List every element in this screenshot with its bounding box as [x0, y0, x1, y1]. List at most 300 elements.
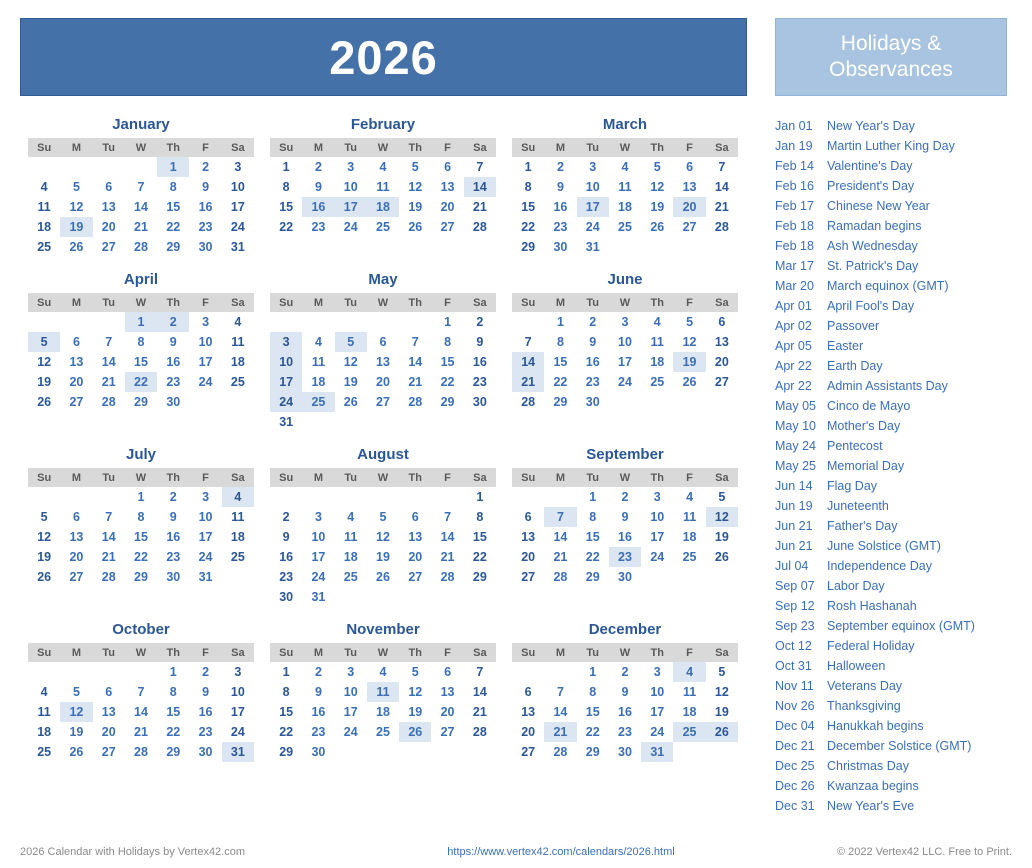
day-cell[interactable]: 25	[230, 550, 245, 564]
day-cell[interactable]: 29	[472, 570, 487, 584]
day-cell[interactable]: 10	[198, 510, 213, 524]
day-cell[interactable]: 24	[650, 550, 665, 564]
day-cell[interactable]: 17	[650, 705, 665, 719]
day-cell[interactable]: 23	[311, 725, 326, 739]
day-cell[interactable]: 24	[230, 220, 245, 234]
day-cell[interactable]: 11	[344, 530, 358, 544]
day-cell[interactable]: 12	[37, 355, 52, 369]
day-cell[interactable]: 6	[444, 160, 452, 174]
day-cell[interactable]: 23	[166, 550, 181, 564]
day-cell[interactable]: 4	[379, 160, 387, 174]
day-cell[interactable]: 11	[650, 335, 664, 349]
day-cell[interactable]: 19	[69, 725, 84, 739]
day-cell[interactable]: 28	[134, 240, 148, 254]
day-cell[interactable]: 2	[202, 665, 210, 679]
day-cell[interactable]: 27	[440, 220, 455, 234]
day-cell[interactable]: 22	[166, 220, 181, 234]
day-cell[interactable]: 31	[279, 415, 294, 429]
day-cell[interactable]: 2	[621, 665, 629, 679]
day-cell[interactable]: 20	[408, 550, 423, 564]
day-cell[interactable]: 6	[72, 335, 80, 349]
day-cell[interactable]: 28	[101, 570, 116, 584]
footer-url[interactable]: https://www.vertex42.com/calendars/2026.html	[447, 846, 675, 858]
day-cell[interactable]: 13	[408, 530, 423, 544]
day-cell[interactable]: 3	[621, 315, 629, 329]
day-cell[interactable]: 4	[379, 665, 387, 679]
day-cell[interactable]: 29	[166, 240, 181, 254]
day-cell[interactable]: 2	[157, 312, 189, 332]
day-cell[interactable]: 9	[621, 510, 629, 524]
day-cell[interactable]: 26	[714, 550, 729, 564]
day-cell[interactable]: 8	[524, 180, 532, 194]
day-cell[interactable]: 17	[198, 530, 213, 544]
day-cell[interactable]: 13	[376, 355, 390, 369]
day-cell[interactable]: 29	[585, 745, 600, 759]
day-cell[interactable]: 17	[270, 372, 302, 392]
day-cell[interactable]: 3	[202, 490, 210, 504]
day-cell[interactable]: 4	[621, 160, 629, 174]
day-cell[interactable]: 19	[408, 705, 423, 719]
day-cell[interactable]: 5	[28, 332, 60, 352]
day-cell[interactable]: 2	[314, 665, 322, 679]
day-cell[interactable]: 22	[440, 375, 455, 389]
day-cell[interactable]: 11	[376, 180, 390, 194]
day-cell[interactable]: 22	[279, 725, 294, 739]
day-cell[interactable]: 5	[335, 332, 367, 352]
day-cell[interactable]: 30	[198, 745, 213, 759]
day-cell[interactable]: 20	[440, 200, 455, 214]
day-cell[interactable]: 21	[714, 200, 729, 214]
day-cell[interactable]: 1	[556, 315, 564, 329]
day-cell[interactable]: 31	[585, 240, 600, 254]
day-cell[interactable]: 19	[60, 217, 92, 237]
day-cell[interactable]: 26	[408, 220, 423, 234]
day-cell[interactable]: 27	[682, 220, 697, 234]
day-cell[interactable]: 12	[682, 335, 697, 349]
day-cell[interactable]: 24	[230, 725, 245, 739]
day-cell[interactable]: 18	[230, 355, 245, 369]
day-cell[interactable]: 1	[524, 160, 532, 174]
day-cell[interactable]: 27	[408, 570, 423, 584]
day-cell[interactable]: 10	[650, 510, 665, 524]
day-cell[interactable]: 15	[166, 705, 181, 719]
day-cell[interactable]: 27	[714, 375, 729, 389]
day-cell[interactable]: 23	[609, 547, 641, 567]
day-cell[interactable]: 9	[202, 180, 210, 194]
day-cell[interactable]: 27	[101, 240, 116, 254]
day-cell[interactable]: 5	[653, 160, 661, 174]
day-cell[interactable]: 26	[343, 395, 358, 409]
day-cell[interactable]: 9	[314, 180, 322, 194]
day-cell[interactable]: 10	[585, 180, 600, 194]
day-cell[interactable]: 13	[521, 705, 536, 719]
day-cell[interactable]: 9	[169, 510, 177, 524]
day-cell[interactable]: 13	[69, 530, 84, 544]
day-cell[interactable]: 13	[714, 335, 729, 349]
day-cell[interactable]: 4	[673, 662, 705, 682]
day-cell[interactable]: 5	[686, 315, 694, 329]
day-cell[interactable]: 24	[311, 570, 326, 584]
day-cell[interactable]: 8	[589, 510, 597, 524]
day-cell[interactable]: 4	[222, 487, 254, 507]
day-cell[interactable]: 22	[279, 220, 294, 234]
day-cell[interactable]: 21	[134, 725, 148, 739]
day-cell[interactable]: 11	[682, 510, 697, 524]
day-cell[interactable]: 11	[37, 705, 51, 719]
day-cell[interactable]: 9	[621, 685, 629, 699]
day-cell[interactable]: 5	[72, 180, 80, 194]
day-cell[interactable]: 16	[198, 705, 213, 719]
day-cell[interactable]: 9	[556, 180, 564, 194]
day-cell[interactable]: 21	[472, 705, 487, 719]
day-cell[interactable]: 17	[618, 355, 632, 369]
day-cell[interactable]: 3	[347, 160, 355, 174]
day-cell[interactable]: 24	[618, 375, 632, 389]
day-cell[interactable]: 22	[585, 550, 600, 564]
day-cell[interactable]: 17	[335, 197, 367, 217]
day-cell[interactable]: 22	[166, 725, 181, 739]
day-cell[interactable]: 14	[512, 352, 544, 372]
day-cell[interactable]: 3	[653, 490, 661, 504]
day-cell[interactable]: 16	[166, 530, 181, 544]
day-cell[interactable]: 19	[343, 375, 358, 389]
day-cell[interactable]: 12	[714, 685, 729, 699]
day-cell[interactable]: 16	[472, 355, 487, 369]
day-cell[interactable]: 1	[282, 665, 290, 679]
day-cell[interactable]: 8	[137, 510, 145, 524]
day-cell[interactable]: 18	[682, 705, 697, 719]
day-cell[interactable]: 27	[521, 570, 536, 584]
day-cell[interactable]: 8	[282, 180, 290, 194]
day-cell[interactable]: 18	[650, 355, 665, 369]
day-cell[interactable]: 4	[686, 490, 694, 504]
day-cell[interactable]: 5	[379, 510, 387, 524]
day-cell[interactable]: 23	[198, 220, 213, 234]
day-cell[interactable]: 28	[408, 395, 423, 409]
day-cell[interactable]: 13	[69, 355, 84, 369]
day-cell[interactable]: 23	[472, 375, 487, 389]
day-cell[interactable]: 16	[311, 705, 326, 719]
day-cell[interactable]: 4	[347, 510, 355, 524]
day-cell[interactable]: 31	[230, 240, 245, 254]
day-cell[interactable]: 25	[376, 725, 390, 739]
day-cell[interactable]: 5	[718, 665, 726, 679]
day-cell[interactable]: 25	[230, 375, 245, 389]
day-cell[interactable]: 7	[476, 665, 484, 679]
day-cell[interactable]: 17	[311, 550, 326, 564]
day-cell[interactable]: 27	[69, 570, 84, 584]
day-cell[interactable]: 28	[472, 725, 487, 739]
day-cell[interactable]: 16	[279, 550, 294, 564]
day-cell[interactable]: 12	[650, 180, 665, 194]
day-cell[interactable]: 20	[440, 705, 455, 719]
day-cell[interactable]: 6	[72, 510, 80, 524]
day-cell[interactable]: 24	[198, 375, 213, 389]
day-cell[interactable]: 13	[521, 530, 536, 544]
day-cell[interactable]: 20	[69, 550, 84, 564]
day-cell[interactable]: 20	[521, 550, 536, 564]
day-cell[interactable]: 3	[314, 510, 322, 524]
day-cell[interactable]: 9	[589, 335, 597, 349]
day-cell[interactable]: 2	[556, 160, 564, 174]
day-cell[interactable]: 18	[367, 197, 399, 217]
day-cell[interactable]: 28	[553, 745, 568, 759]
day-cell[interactable]: 29	[521, 240, 536, 254]
day-cell[interactable]: 6	[411, 510, 419, 524]
day-cell[interactable]: 7	[476, 160, 484, 174]
day-cell[interactable]: 22	[553, 375, 568, 389]
day-cell[interactable]: 18	[618, 200, 632, 214]
day-cell[interactable]: 23	[585, 375, 600, 389]
day-cell[interactable]: 14	[134, 705, 148, 719]
day-cell[interactable]: 23	[311, 220, 326, 234]
day-cell[interactable]: 11	[37, 200, 51, 214]
day-cell[interactable]: 24	[198, 550, 213, 564]
day-cell[interactable]: 11	[311, 355, 326, 369]
day-cell[interactable]: 6	[105, 685, 113, 699]
day-cell[interactable]: 6	[444, 665, 452, 679]
day-cell[interactable]: 5	[40, 510, 48, 524]
day-cell[interactable]: 5	[411, 665, 419, 679]
day-cell[interactable]: 2	[202, 160, 210, 174]
day-cell[interactable]: 19	[37, 375, 52, 389]
day-cell[interactable]: 16	[302, 197, 334, 217]
day-cell[interactable]: 22	[134, 550, 148, 564]
day-cell[interactable]: 8	[282, 685, 290, 699]
day-cell[interactable]: 10	[343, 685, 358, 699]
day-cell[interactable]: 28	[472, 220, 487, 234]
day-cell[interactable]: 14	[714, 180, 729, 194]
day-cell[interactable]: 19	[673, 352, 705, 372]
day-cell[interactable]: 20	[69, 375, 84, 389]
day-cell[interactable]: 11	[231, 335, 245, 349]
day-cell[interactable]: 12	[60, 702, 92, 722]
day-cell[interactable]: 7	[524, 335, 532, 349]
day-cell[interactable]: 9	[314, 685, 322, 699]
day-cell[interactable]: 7	[444, 510, 452, 524]
day-cell[interactable]: 29	[585, 570, 600, 584]
day-cell[interactable]: 10	[230, 685, 245, 699]
day-cell[interactable]: 22	[521, 220, 536, 234]
day-cell[interactable]: 29	[134, 395, 148, 409]
day-cell[interactable]: 23	[166, 375, 181, 389]
day-cell[interactable]: 19	[376, 550, 390, 564]
day-cell[interactable]: 27	[521, 745, 536, 759]
day-cell[interactable]: 16	[553, 200, 568, 214]
day-cell[interactable]: 31	[198, 570, 213, 584]
day-cell[interactable]: 26	[650, 220, 665, 234]
day-cell[interactable]: 21	[512, 372, 544, 392]
day-cell[interactable]: 8	[169, 180, 177, 194]
day-cell[interactable]: 19	[650, 200, 665, 214]
day-cell[interactable]: 18	[376, 705, 390, 719]
day-cell[interactable]: 26	[376, 570, 390, 584]
day-cell[interactable]: 21	[440, 550, 455, 564]
day-cell[interactable]: 22	[585, 725, 600, 739]
day-cell[interactable]: 15	[134, 355, 148, 369]
day-cell[interactable]: 21	[134, 220, 148, 234]
day-cell[interactable]: 7	[556, 685, 564, 699]
day-cell[interactable]: 13	[682, 180, 697, 194]
day-cell[interactable]: 16	[618, 705, 632, 719]
day-cell[interactable]: 30	[553, 240, 568, 254]
day-cell[interactable]: 14	[440, 530, 455, 544]
day-cell[interactable]: 11	[367, 682, 399, 702]
day-cell[interactable]: 30	[618, 570, 632, 584]
day-cell[interactable]: 18	[37, 725, 52, 739]
day-cell[interactable]: 20	[714, 355, 729, 369]
day-cell[interactable]: 30	[618, 745, 632, 759]
day-cell[interactable]: 10	[198, 335, 213, 349]
day-cell[interactable]: 11	[618, 180, 632, 194]
day-cell[interactable]: 18	[37, 220, 52, 234]
day-cell[interactable]: 9	[476, 335, 484, 349]
day-cell[interactable]: 21	[544, 722, 576, 742]
day-cell[interactable]: 8	[476, 510, 484, 524]
day-cell[interactable]: 1	[157, 157, 189, 177]
day-cell[interactable]: 7	[544, 507, 576, 527]
day-cell[interactable]: 26	[69, 745, 84, 759]
day-cell[interactable]: 2	[169, 490, 177, 504]
day-cell[interactable]: 28	[714, 220, 729, 234]
day-cell[interactable]: 23	[618, 725, 632, 739]
day-cell[interactable]: 10	[618, 335, 632, 349]
day-cell[interactable]: 8	[556, 335, 564, 349]
day-cell[interactable]: 14	[553, 530, 568, 544]
day-cell[interactable]: 26	[37, 570, 52, 584]
day-cell[interactable]: 2	[282, 510, 290, 524]
day-cell[interactable]: 10	[270, 352, 302, 372]
day-cell[interactable]: 28	[553, 570, 568, 584]
day-cell[interactable]: 19	[408, 200, 423, 214]
day-cell[interactable]: 23	[553, 220, 568, 234]
day-cell[interactable]: 14	[464, 177, 496, 197]
day-cell[interactable]: 19	[714, 705, 729, 719]
day-cell[interactable]: 7	[105, 335, 113, 349]
day-cell[interactable]: 6	[524, 685, 532, 699]
day-cell[interactable]: 12	[706, 507, 738, 527]
day-cell[interactable]: 13	[101, 705, 116, 719]
day-cell[interactable]: 24	[585, 220, 600, 234]
day-cell[interactable]: 11	[682, 685, 697, 699]
day-cell[interactable]: 15	[279, 705, 294, 719]
day-cell[interactable]: 3	[347, 665, 355, 679]
day-cell[interactable]: 2	[476, 315, 484, 329]
day-cell[interactable]: 11	[231, 510, 245, 524]
day-cell[interactable]: 16	[198, 200, 213, 214]
day-cell[interactable]: 17	[230, 200, 245, 214]
day-cell[interactable]: 2	[314, 160, 322, 174]
day-cell[interactable]: 6	[718, 315, 726, 329]
day-cell[interactable]: 15	[585, 705, 600, 719]
day-cell[interactable]: 22	[472, 550, 487, 564]
day-cell[interactable]: 20	[673, 197, 705, 217]
day-cell[interactable]: 21	[101, 550, 116, 564]
day-cell[interactable]: 28	[101, 395, 116, 409]
day-cell[interactable]: 30	[166, 570, 181, 584]
day-cell[interactable]: 14	[134, 200, 148, 214]
day-cell[interactable]: 30	[585, 395, 600, 409]
day-cell[interactable]: 12	[376, 530, 390, 544]
day-cell[interactable]: 3	[589, 160, 597, 174]
day-cell[interactable]: 28	[440, 570, 455, 584]
day-cell[interactable]: 26	[37, 395, 52, 409]
day-cell[interactable]: 29	[553, 395, 568, 409]
day-cell[interactable]: 18	[682, 530, 697, 544]
day-cell[interactable]: 8	[169, 685, 177, 699]
day-cell[interactable]: 9	[169, 335, 177, 349]
day-cell[interactable]: 25	[682, 550, 697, 564]
day-cell[interactable]: 10	[311, 530, 326, 544]
day-cell[interactable]: 5	[72, 685, 80, 699]
day-cell[interactable]: 10	[343, 180, 358, 194]
day-cell[interactable]: 13	[101, 200, 116, 214]
day-cell[interactable]: 15	[521, 200, 536, 214]
day-cell[interactable]: 30	[198, 240, 213, 254]
day-cell[interactable]: 6	[105, 180, 113, 194]
day-cell[interactable]: 3	[202, 315, 210, 329]
day-cell[interactable]: 31	[641, 742, 673, 762]
day-cell[interactable]: 2	[621, 490, 629, 504]
day-cell[interactable]: 12	[343, 355, 358, 369]
day-cell[interactable]: 24	[343, 220, 358, 234]
day-cell[interactable]: 26	[399, 722, 431, 742]
day-cell[interactable]: 8	[137, 335, 145, 349]
day-cell[interactable]: 27	[101, 745, 116, 759]
day-cell[interactable]: 14	[101, 355, 116, 369]
day-cell[interactable]: 16	[166, 355, 181, 369]
day-cell[interactable]: 31	[311, 590, 326, 604]
day-cell[interactable]: 7	[411, 335, 419, 349]
day-cell[interactable]: 30	[279, 590, 294, 604]
day-cell[interactable]: 4	[40, 180, 48, 194]
day-cell[interactable]: 30	[166, 395, 181, 409]
day-cell[interactable]: 3	[234, 160, 242, 174]
day-cell[interactable]: 17	[198, 355, 213, 369]
day-cell[interactable]: 5	[718, 490, 726, 504]
day-cell[interactable]: 27	[69, 395, 84, 409]
day-cell[interactable]: 26	[69, 240, 84, 254]
day-cell[interactable]: 3	[653, 665, 661, 679]
day-cell[interactable]: 12	[408, 685, 423, 699]
day-cell[interactable]: 29	[440, 395, 455, 409]
day-cell[interactable]: 7	[137, 685, 145, 699]
day-cell[interactable]: 2	[589, 315, 597, 329]
day-cell[interactable]: 16	[585, 355, 600, 369]
day-cell[interactable]: 29	[134, 570, 148, 584]
day-cell[interactable]: 20	[521, 725, 536, 739]
day-cell[interactable]: 1	[282, 160, 290, 174]
day-cell[interactable]: 25	[302, 392, 334, 412]
day-cell[interactable]: 14	[408, 355, 423, 369]
day-cell[interactable]: 21	[101, 375, 116, 389]
day-cell[interactable]: 3	[270, 332, 302, 352]
day-cell[interactable]: 6	[379, 335, 387, 349]
day-cell[interactable]: 17	[577, 197, 609, 217]
day-cell[interactable]: 23	[279, 570, 294, 584]
day-cell[interactable]: 25	[650, 375, 665, 389]
day-cell[interactable]: 23	[198, 725, 213, 739]
day-cell[interactable]: 25	[37, 745, 52, 759]
day-cell[interactable]: 14	[101, 530, 116, 544]
day-cell[interactable]: 13	[440, 685, 455, 699]
day-cell[interactable]: 12	[408, 180, 423, 194]
day-cell[interactable]: 1	[137, 490, 145, 504]
day-cell[interactable]: 7	[105, 510, 113, 524]
day-cell[interactable]: 9	[282, 530, 290, 544]
day-cell[interactable]: 26	[682, 375, 697, 389]
day-cell[interactable]: 15	[585, 530, 600, 544]
